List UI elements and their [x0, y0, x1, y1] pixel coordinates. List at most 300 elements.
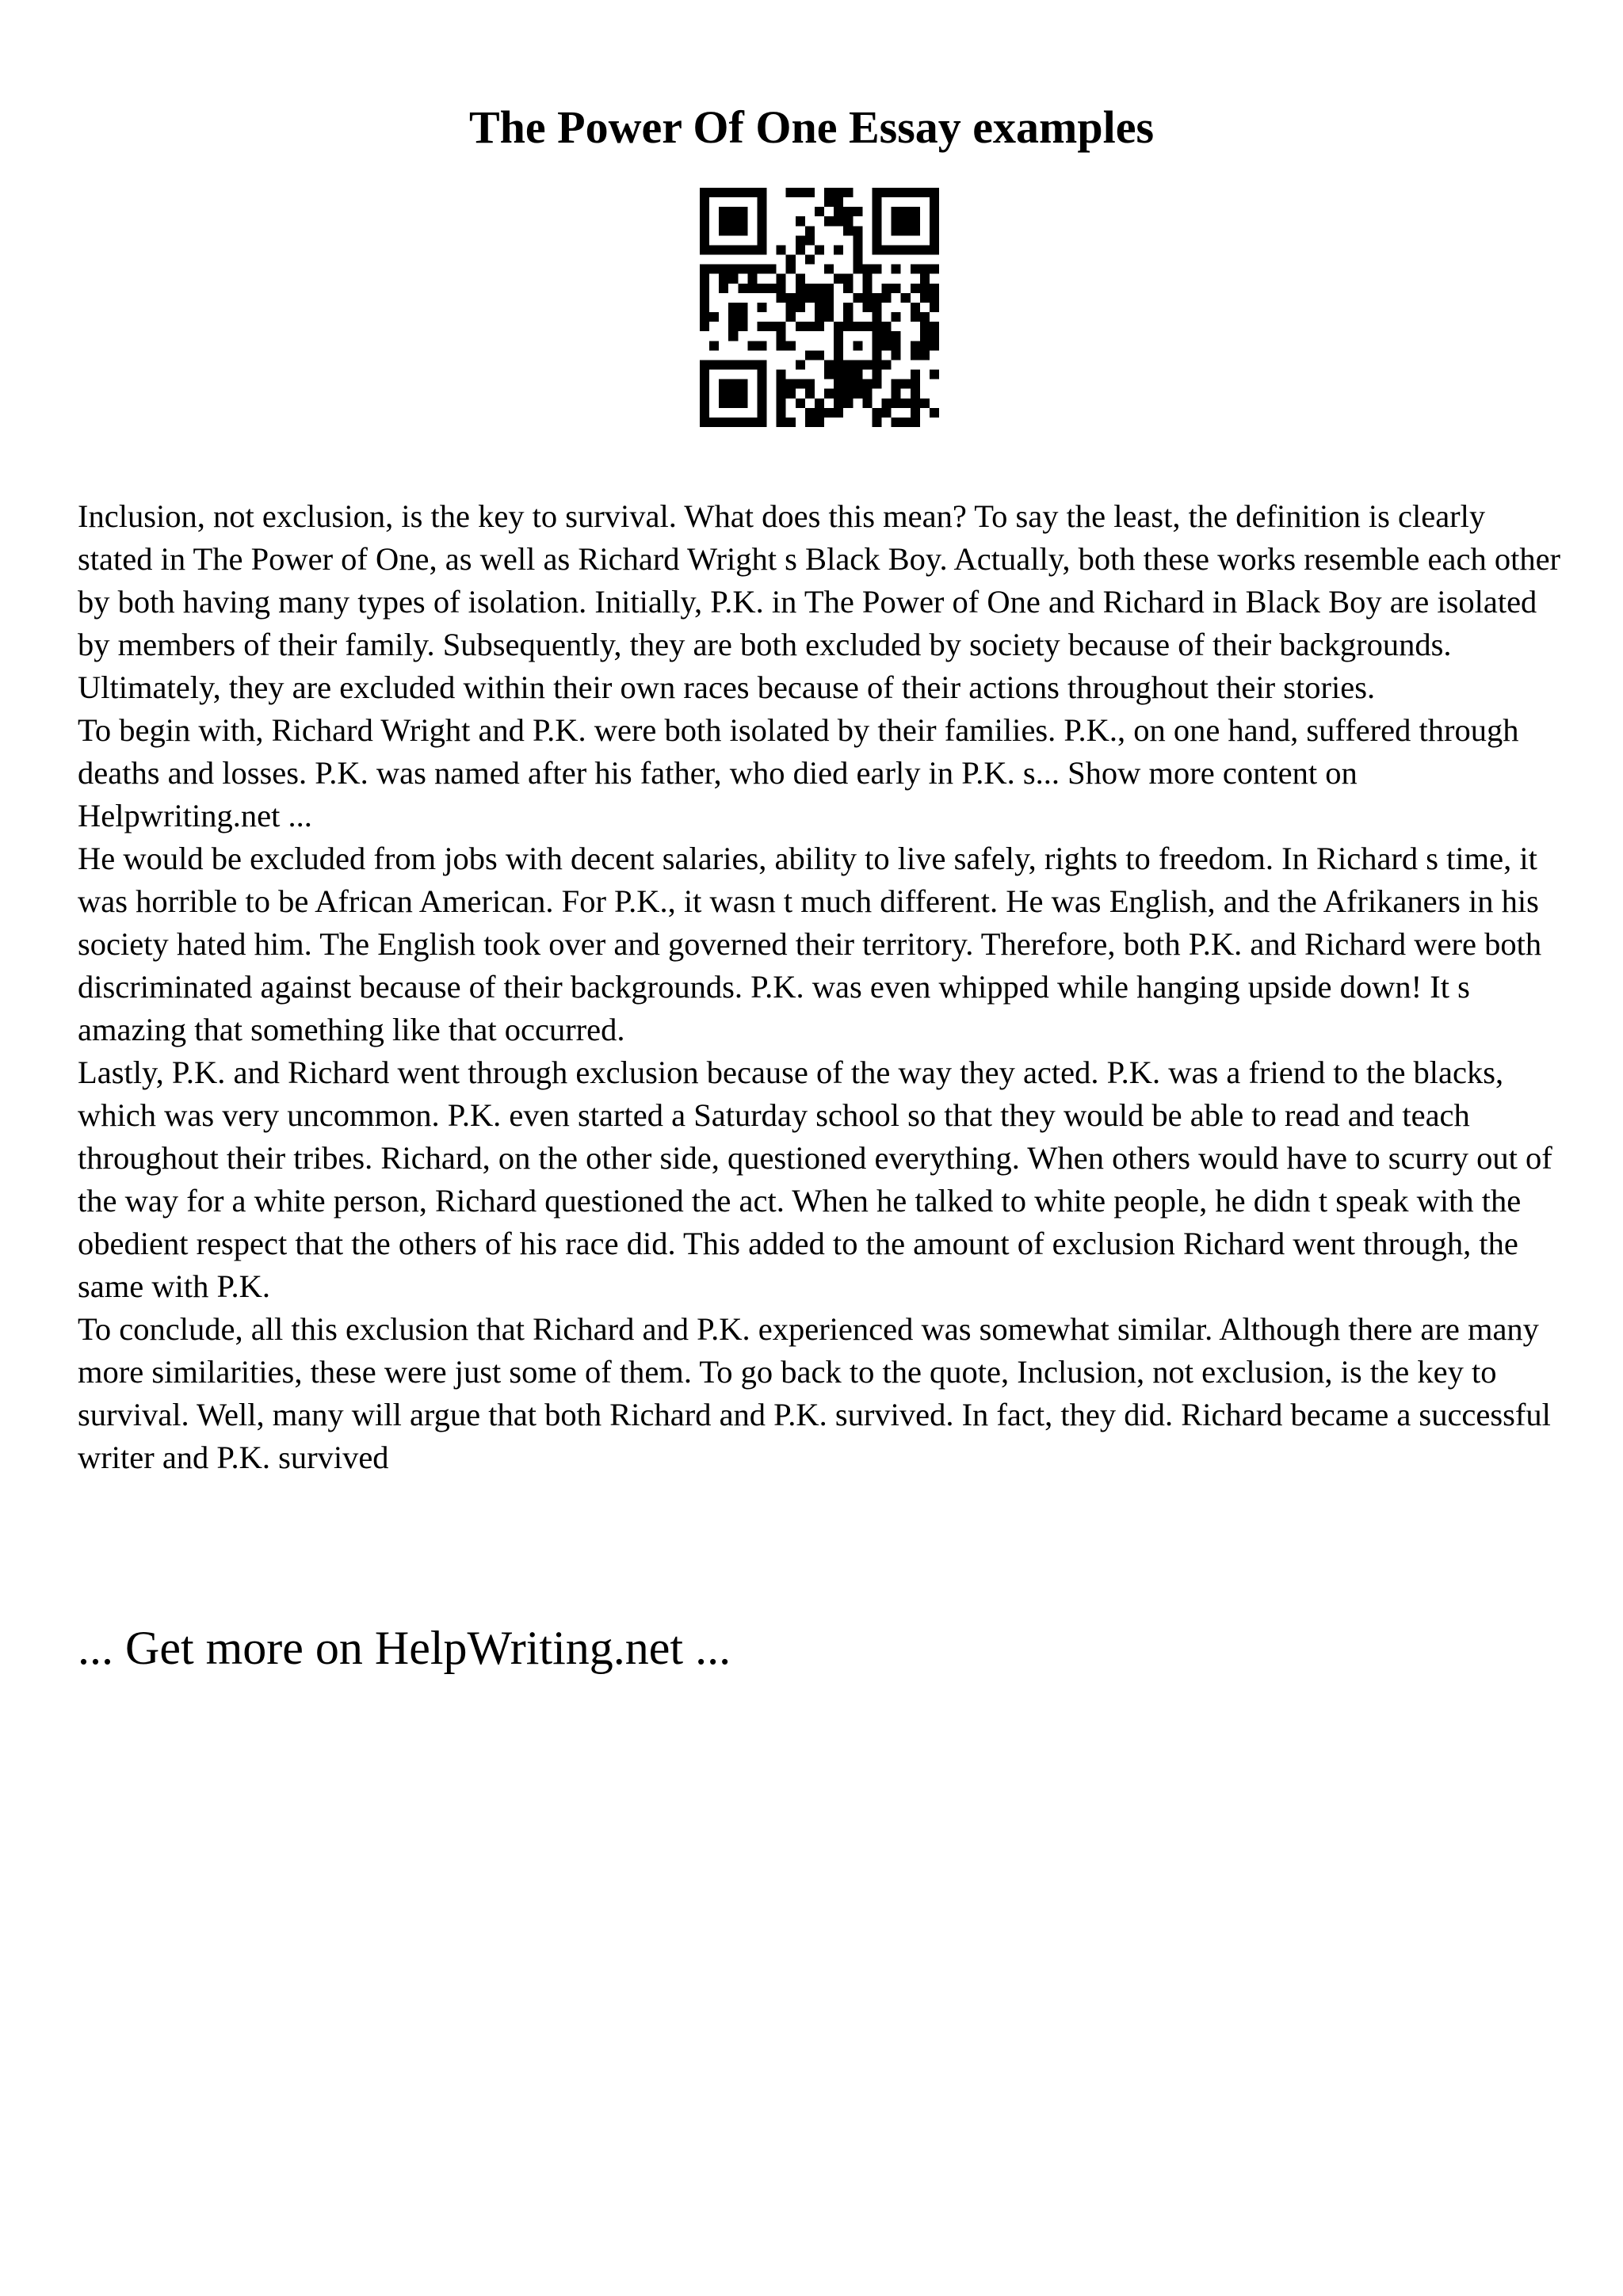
qr-module: [930, 226, 939, 235]
qr-module: [892, 245, 901, 254]
qr-module: [901, 379, 911, 389]
qr-module: [786, 312, 796, 322]
qr-module: [901, 245, 911, 254]
qr-module: [911, 226, 920, 235]
qr-module: [824, 312, 834, 322]
qr-module: [872, 245, 881, 254]
qr-module: [911, 312, 920, 322]
qr-module: [738, 284, 747, 293]
qr-module: [834, 274, 843, 284]
qr-module: [805, 418, 815, 427]
qr-module: [853, 379, 862, 389]
qr-module: [777, 370, 786, 379]
qr-module: [911, 399, 920, 408]
qr-module: [709, 360, 719, 369]
qr-module: [700, 379, 709, 389]
qr-module: [853, 245, 862, 254]
qr-module: [920, 265, 930, 274]
qr-module: [786, 303, 796, 312]
qr-module: [882, 188, 892, 197]
qr-module: [709, 341, 719, 350]
qr-module: [892, 284, 901, 293]
qr-module: [843, 399, 853, 408]
qr-module: [882, 360, 892, 369]
qr-module: [872, 216, 881, 226]
qr-module: [815, 408, 824, 418]
qr-module: [853, 370, 862, 379]
qr-module: [930, 245, 939, 254]
qr-module: [719, 389, 728, 399]
qr-module: [747, 188, 757, 197]
qr-module: [805, 284, 815, 293]
qr-module: [882, 408, 892, 418]
qr-module: [872, 188, 881, 197]
qr-module: [796, 322, 805, 331]
qr-module: [901, 226, 911, 235]
qr-module: [777, 399, 786, 408]
qr-module: [700, 389, 709, 399]
qr-module: [747, 274, 757, 284]
essay-paragraph: Inclusion, not exclusion, is the key to survival. What does this mean? To say the least, the definition is clearly stated in The Power of One, as well as Richard Wright s Black Boy. Actually, both these works resemble each other by both having many types of isolation. Initially, P.K. in The Power of One and Richard in Black Boy are isolated by members of their family. Subsequently, they are both excluded by society because of their backgrounds. Ultimately, they are excluded within their own races because of their actions throughout their stories.: [78, 498, 1561, 705]
qr-module: [930, 188, 939, 197]
qr-module: [872, 322, 881, 331]
qr-module: [786, 265, 796, 274]
qr-module: [930, 284, 939, 293]
qr-module: [862, 322, 872, 331]
qr-module: [872, 265, 881, 274]
qr-module: [872, 197, 881, 207]
qr-module: [834, 360, 843, 369]
qr-module: [728, 274, 738, 284]
qr-module: [872, 360, 881, 369]
qr-module: [843, 360, 853, 369]
qr-module: [728, 226, 738, 235]
qr-module: [728, 265, 738, 274]
qr-module: [853, 235, 862, 245]
qr-module: [700, 245, 709, 254]
qr-module: [892, 379, 901, 389]
qr-module: [796, 274, 805, 284]
qr-code-icon: [700, 188, 939, 427]
qr-module: [920, 341, 930, 350]
qr-module: [796, 379, 805, 389]
qr-module: [757, 284, 766, 293]
qr-module: [728, 216, 738, 226]
qr-module: [757, 370, 766, 379]
qr-module: [700, 284, 709, 293]
qr-module: [834, 322, 843, 331]
qr-module: [738, 226, 747, 235]
qr-module: [777, 408, 786, 418]
qr-module: [777, 389, 786, 399]
qr-module: [757, 216, 766, 226]
qr-module: [805, 235, 815, 245]
qr-module: [719, 265, 728, 274]
qr-module: [815, 245, 824, 254]
qr-module: [843, 284, 853, 293]
qr-module: [930, 207, 939, 216]
qr-module: [930, 216, 939, 226]
qr-module: [709, 418, 719, 427]
qr-module: [834, 331, 843, 341]
qr-module: [747, 418, 757, 427]
qr-module: [882, 293, 892, 303]
qr-module: [815, 399, 824, 408]
qr-module: [882, 399, 892, 408]
qr-module: [843, 188, 853, 197]
qr-module: [862, 360, 872, 369]
qr-module: [892, 350, 901, 360]
qr-module: [920, 331, 930, 341]
qr-module: [862, 284, 872, 293]
qr-module: [738, 188, 747, 197]
qr-module: [920, 274, 930, 284]
essay-paragraph: To begin with, Richard Wright and P.K. were both isolated by their families. P.K., on one hand, suffered through deaths and losses. P.K. was named after his father, who died early in P.K. s... Show more content on Helpwriting.net ...: [78, 712, 1519, 833]
qr-module: [805, 350, 815, 360]
qr-module: [786, 418, 796, 427]
qr-module: [911, 408, 920, 418]
qr-module: [796, 303, 805, 312]
qr-module: [920, 293, 930, 303]
qr-module: [757, 265, 766, 274]
qr-module: [757, 418, 766, 427]
qr-module: [786, 341, 796, 350]
qr-module: [815, 350, 824, 360]
get-more-link[interactable]: ... Get more on HelpWriting.net ...: [78, 1622, 731, 1674]
qr-module: [843, 389, 853, 399]
qr-module: [728, 207, 738, 216]
qr-module: [920, 284, 930, 293]
qr-module: [700, 418, 709, 427]
qr-module: [920, 188, 930, 197]
qr-module: [872, 341, 881, 350]
qr-module: [786, 255, 796, 265]
qr-module: [815, 293, 824, 303]
qr-module: [824, 370, 834, 379]
qr-module: [882, 341, 892, 350]
qr-module: [700, 207, 709, 216]
qr-module: [738, 322, 747, 331]
qr-module: [872, 312, 881, 322]
qr-module: [747, 360, 757, 369]
qr-module: [777, 322, 786, 331]
qr-module: [719, 360, 728, 369]
qr-module: [757, 197, 766, 207]
qr-module: [719, 418, 728, 427]
qr-module: [872, 331, 881, 341]
qr-module: [834, 399, 843, 408]
qr-module: [757, 235, 766, 245]
qr-module: [777, 418, 786, 427]
qr-module: [920, 312, 930, 322]
qr-module: [853, 322, 862, 331]
qr-module: [911, 207, 920, 216]
qr-module: [805, 322, 815, 331]
qr-module: [834, 370, 843, 379]
qr-module: [728, 322, 738, 331]
essay-body: [78, 495, 1568, 1479]
qr-module: [930, 408, 939, 418]
qr-module: [843, 312, 853, 322]
qr-module: [805, 226, 815, 235]
qr-module: [911, 389, 920, 399]
qr-module: [777, 379, 786, 389]
qr-module: [777, 284, 786, 293]
qr-module: [757, 207, 766, 216]
qr-module: [796, 360, 805, 369]
qr-module: [747, 284, 757, 293]
qr-module: [901, 216, 911, 226]
qr-module: [700, 188, 709, 197]
qr-module: [805, 408, 815, 418]
qr-module: [815, 303, 824, 312]
qr-module: [930, 341, 939, 350]
qr-module: [930, 235, 939, 245]
qr-module: [930, 331, 939, 341]
qr-module: [834, 188, 843, 197]
qr-module: [709, 312, 719, 322]
qr-module: [853, 255, 862, 265]
qr-module: [930, 303, 939, 312]
qr-module: [719, 226, 728, 235]
qr-module: [728, 389, 738, 399]
qr-module: [892, 226, 901, 235]
qr-module: [824, 360, 834, 369]
qr-module: [738, 389, 747, 399]
qr-module: [700, 399, 709, 408]
qr-module: [728, 379, 738, 389]
qr-module: [853, 207, 862, 216]
qr-module: [824, 197, 834, 207]
qr-module: [920, 322, 930, 331]
qr-module: [892, 265, 901, 274]
qr-module: [824, 284, 834, 293]
qr-module: [709, 245, 719, 254]
qr-module: [777, 331, 786, 341]
qr-module: [728, 303, 738, 312]
qr-module: [757, 226, 766, 235]
qr-module: [892, 341, 901, 350]
qr-module: [786, 293, 796, 303]
qr-module: [709, 265, 719, 274]
qr-module: [892, 418, 901, 427]
qr-module: [853, 341, 862, 350]
qr-module: [815, 207, 824, 216]
qr-module: [892, 331, 901, 341]
qr-module: [700, 370, 709, 379]
qr-module: [911, 418, 920, 427]
qr-module: [719, 379, 728, 389]
qr-module: [872, 408, 881, 418]
qr-module: [862, 303, 872, 312]
qr-module: [700, 360, 709, 369]
qr-module: [719, 216, 728, 226]
qr-module: [815, 284, 824, 293]
qr-module: [872, 303, 881, 312]
qr-module: [901, 293, 911, 303]
qr-module: [824, 389, 834, 399]
qr-module: [872, 207, 881, 216]
qr-module: [747, 341, 757, 350]
qr-module: [834, 216, 843, 226]
qr-module: [728, 245, 738, 254]
qr-module: [872, 418, 881, 427]
qr-module: [777, 341, 786, 350]
qr-module: [834, 408, 843, 418]
qr-module: [767, 284, 777, 293]
qr-module: [882, 284, 892, 293]
qr-module: [700, 216, 709, 226]
qr-module: [757, 379, 766, 389]
qr-module: [796, 235, 805, 245]
qr-module: [834, 389, 843, 399]
qr-module: [719, 274, 728, 284]
qr-module: [738, 245, 747, 254]
qr-module: [767, 265, 777, 274]
qr-module: [862, 389, 872, 399]
qr-module: [738, 303, 747, 312]
qr-module: [901, 399, 911, 408]
qr-module: [892, 312, 901, 322]
qr-module: [872, 350, 881, 360]
qr-module: [872, 379, 881, 389]
qr-module: [911, 303, 920, 312]
qr-module: [747, 265, 757, 274]
qr-module: [911, 265, 920, 274]
qr-module: [700, 235, 709, 245]
qr-module: [911, 245, 920, 254]
qr-module: [843, 303, 853, 312]
qr-module: [920, 399, 930, 408]
qr-module: [700, 293, 709, 303]
qr-module: [843, 322, 853, 331]
essay-paragraph: Lastly, P.K. and Richard went through exclusion because of the way they acted. P.K. was a friend to the blacks, which was very uncommon. P.K. even started a Saturday school so that they would be able to read and teach throughout their tribes. Richard, on the other side, questioned everything. When others would have to scurry out of the way for a white person, Richard questioned the act. When he talked to white people, he didn t speak with the obedient respect that the others of his race did. This added to the amount of exclusion Richard went through, the same with P.K.: [78, 1055, 1552, 1304]
qr-module: [805, 379, 815, 389]
qr-module: [777, 245, 786, 254]
qr-module: [738, 265, 747, 274]
qr-module: [901, 188, 911, 197]
qr-module: [815, 322, 824, 331]
qr-module: [757, 322, 766, 331]
qr-module: [738, 379, 747, 389]
qr-module: [872, 226, 881, 235]
qr-module: [911, 379, 920, 389]
qr-module: [747, 245, 757, 254]
qr-module: [738, 216, 747, 226]
qr-module: [700, 197, 709, 207]
qr-module: [728, 312, 738, 322]
qr-module: [757, 399, 766, 408]
qr-module: [853, 265, 862, 274]
qr-module: [719, 188, 728, 197]
qr-module: [728, 399, 738, 408]
qr-module: [738, 207, 747, 216]
qr-module: [862, 274, 872, 284]
qr-module: [728, 418, 738, 427]
qr-module: [862, 379, 872, 389]
qr-module: [728, 331, 738, 341]
qr-module: [853, 389, 862, 399]
qr-module: [805, 255, 815, 265]
qr-module: [700, 312, 709, 322]
qr-module: [757, 360, 766, 369]
qr-module: [892, 399, 901, 408]
qr-module: [815, 312, 824, 322]
qr-module: [892, 389, 901, 399]
qr-module: [719, 245, 728, 254]
qr-module: [700, 265, 709, 274]
qr-module: [700, 303, 709, 312]
qr-module: [853, 360, 862, 369]
qr-module: [930, 197, 939, 207]
qr-module: [911, 284, 920, 293]
qr-module: [843, 379, 853, 389]
qr-module: [911, 341, 920, 350]
qr-module: [920, 350, 930, 360]
qr-module: [757, 245, 766, 254]
qr-module: [901, 418, 911, 427]
qr-module: [834, 245, 843, 254]
qr-module: [834, 350, 843, 360]
qr-module: [872, 370, 881, 379]
qr-module: [805, 188, 815, 197]
essay-paragraph: He would be excluded from jobs with decent salaries, ability to live safely, rights to freedom. In Richard s time, it was horrible to be African American. For P.K., it wasn t much different. He was English, and the Afrikaners in his society hated him. The English took over and governed their territory. Therefore, both P.K. and Richard were both discriminated against because of their backgrounds. P.K. was even whipped while hanging upside down! It s amazing that something like that occurred.: [78, 841, 1542, 1047]
qr-module: [719, 207, 728, 216]
essay-paragraph: To conclude, all this exclusion that Richard and P.K. experienced was somewhat similar. Although there are many more similarities, these were just some of them. To go back to the quote, Inclusion, not exclusion, is the key to survival. Well, many will argue that both Richard and P.K. survived. In fact, they did. Richard became a successful writer and P.K. survived: [78, 1311, 1551, 1475]
qr-module: [853, 226, 862, 235]
qr-module: [757, 188, 766, 197]
qr-module: [853, 293, 862, 303]
qr-module: [738, 418, 747, 427]
qr-module: [892, 207, 901, 216]
qr-module: [882, 245, 892, 254]
qr-module: [930, 370, 939, 379]
qr-module: [843, 226, 853, 235]
qr-module: [738, 312, 747, 322]
qr-module: [834, 207, 843, 216]
qr-module: [757, 408, 766, 418]
qr-module: [777, 293, 786, 303]
qr-module: [892, 216, 901, 226]
qr-module: [757, 303, 766, 312]
qr-module: [786, 379, 796, 389]
qr-module: [777, 274, 786, 284]
qr-module: [843, 370, 853, 379]
qr-module: [824, 265, 834, 274]
qr-module: [796, 293, 805, 303]
qr-module: [796, 399, 805, 408]
qr-module: [709, 188, 719, 197]
qr-module: [862, 399, 872, 408]
qr-module: [824, 188, 834, 197]
qr-module: [757, 341, 766, 350]
qr-module: [882, 331, 892, 341]
qr-module: [805, 293, 815, 303]
qr-module: [882, 322, 892, 331]
qr-module: [920, 245, 930, 254]
qr-module: [767, 322, 777, 331]
qr-module: [862, 265, 872, 274]
qr-module: [719, 399, 728, 408]
qr-module: [872, 293, 881, 303]
qr-module: [843, 216, 853, 226]
qr-module: [728, 360, 738, 369]
qr-module: [824, 216, 834, 226]
qr-module: [834, 379, 843, 389]
qr-module: [796, 284, 805, 293]
qr-module: [738, 360, 747, 369]
qr-module: [892, 188, 901, 197]
